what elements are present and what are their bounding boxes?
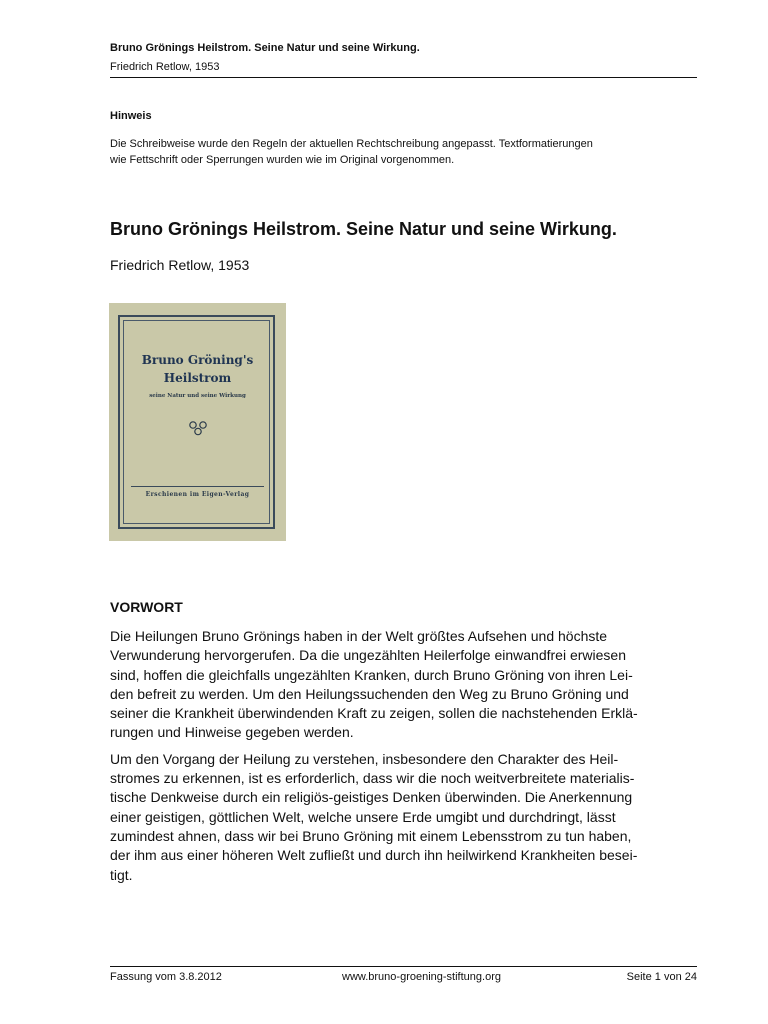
footer-website-link[interactable]: www.bruno-groening-stiftung.org: [342, 971, 501, 983]
text-line: seiner die Krankheit überwindenden Kraft zu zeigen, sollen die nachstehenden Erklä-: [110, 705, 638, 722]
text-line: der ihm aus einer höheren Welt zufließt und durch ihn heilwirkend Krankheiten besei-: [110, 847, 638, 864]
cover-emblem-icon: [187, 420, 209, 436]
cover-divider: [131, 486, 264, 487]
cover-publisher: Erschienen im Eigen-Verlag: [145, 491, 250, 498]
cover-title-line: Heilstrom: [163, 371, 232, 385]
footer-version: Fassung vom 3.8.2012: [110, 971, 222, 983]
text-line: einer geistigen, göttlichen Welt, welche unsere Erde umgibt und durchdringt, lässt: [110, 808, 616, 825]
text-line: rungen und Hinweise gegeben werden.: [110, 724, 354, 741]
footer-divider: [110, 966, 697, 967]
notice-heading: Hinweis: [110, 110, 152, 122]
paragraph-1: [110, 627, 700, 743]
text-line: sind, hoffen die gleichfalls ungezählten Kranken, durch Bruno Gröning von ihren Lei-: [110, 666, 633, 683]
cover-subtitle: seine Natur und seine Wirkung: [149, 393, 246, 399]
notice-block: [110, 108, 697, 168]
text-line: Um den Vorgang der Heilung zu verstehen, insbesondere den Charakter des Heil-: [110, 750, 619, 767]
text-line: den befreit zu werden. Um den Heilungssuchenden den Weg zu Bruno Gröning und: [110, 685, 629, 702]
header-divider: [110, 77, 697, 78]
text-line: stromes zu erkennen, ist es erforderlich, dass wir die noch weitverbreitete materialis-: [110, 770, 635, 787]
text-line: Verwunderung hervorgerufen. Da die ungezählten Heilerfolge einwandfrei erwiesen: [110, 647, 626, 664]
text-line: tische Denkweise durch ein religiös-geistiges Denken überwinden. Die Anerkennung: [110, 789, 633, 806]
running-header-subtitle: Friedrich Retlow, 1953: [110, 61, 220, 73]
running-header-title: Bruno Grönings Heilstrom. Seine Natur und seine Wirkung.: [110, 42, 420, 54]
notice-text-line: Die Schreibweise wurde den Regeln der aktuellen Rechtschreibung angepasst. Textformatierungen: [110, 138, 593, 150]
notice-text: [110, 136, 697, 168]
book-cover-image: [109, 303, 286, 541]
cover-title-line: Bruno Gröning's: [141, 353, 254, 367]
text-line: tigt.: [110, 866, 133, 883]
footer-page-number: Seite 1 von 24: [626, 971, 697, 983]
cover-title: [109, 351, 286, 387]
paragraph-2: [110, 750, 700, 885]
body-text: [110, 627, 700, 892]
running-header: [110, 40, 697, 75]
section-heading: VORWORT: [110, 599, 183, 615]
text-line: Die Heilungen Bruno Grönings haben in der Welt größtes Aufsehen und höchste: [110, 628, 608, 644]
document-author-year: Friedrich Retlow, 1953: [110, 257, 250, 273]
notice-text-line: wie Fettschrift oder Sperrungen wurden wie im Original vorgenommen.: [110, 154, 455, 166]
text-line: zumindest ahnen, dass wir bei Bruno Gröning mit einem Lebensstrom zu tun haben,: [110, 827, 632, 844]
document-title: Bruno Grönings Heilstrom. Seine Natur und seine Wirkung.: [110, 219, 617, 239]
